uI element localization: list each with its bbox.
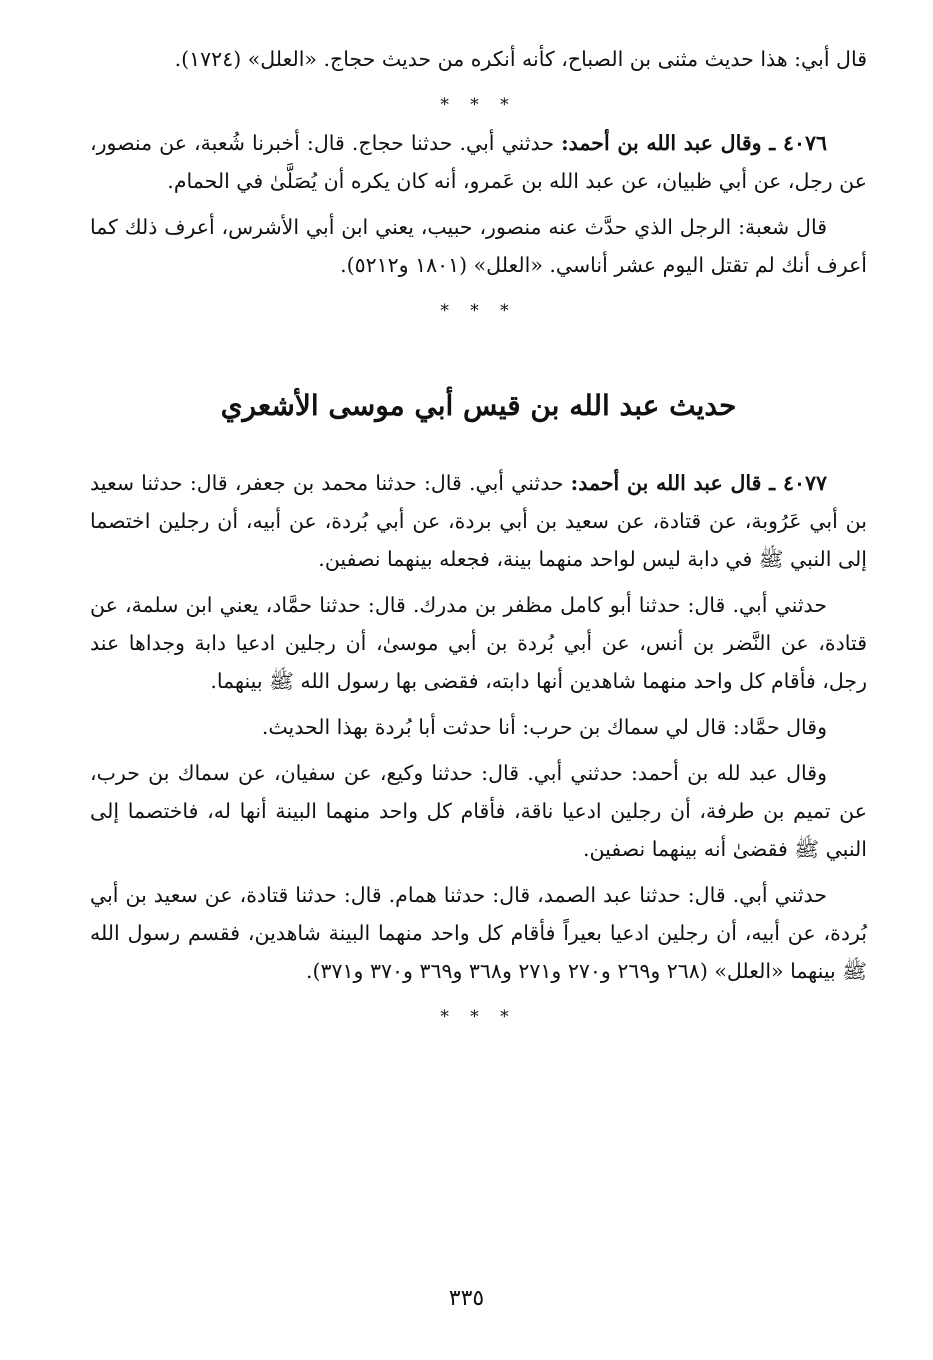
paragraph-abu-comment: قال أبي: هذا حديث مثنى بن الصباح، كأنه أنكره من حديث حجاج. «العلل» (١٧٢٤). [174, 47, 867, 71]
hadith-text: حدثني أبي. قال: حدثنا محمد بن جعفر، قال: حدثنا سعيد بن أبي عَرُوبة، عن قتادة، عن سعيد بن أبي بردة، عن أبي بُردة، عن أبيه، أن رجلين اختصما إلى النبي ﷺ في دابة ليس لواحد منهما بينة، فجعله بينهما نصفين. [90, 471, 867, 571]
paragraph-chain-waki: وقال عبد لله بن أحمد: حدثني أبي. قال: حدثنا وكيع، عن سفيان، عن سماك بن حرب، عن تميم بن طرفة، أن رجلين ادعيا ناقة، فأقام كل واحد منهما البينة أنها له، فاختصما إلى النبي ﷺ فقضىٰ أنه بينهما نصفين. [90, 761, 867, 861]
book-page [90, 40, 867, 1340]
paragraph-chain-hammad: حدثني أبي. قال: حدثنا أبو كامل مظفر بن مدرك. قال: حدثنا حمَّاد، يعني ابن سلمة، عن قتادة، عن النَّضر بن أنس، عن أبي بُردة بن أبي موسىٰ، أن رجلين ادعيا دابة وجداها عند رجل، فأقام كل واحد منهما شاهدين أنها دابته، فقضى بها رسول الله ﷺ بينهما. [90, 593, 867, 693]
paragraph-chain-abdussamad: حدثني أبي. قال: حدثنا عبد الصمد، قال: حدثنا همام. قال: حدثنا قتادة، عن سعيد بن أبي بُردة، عن أبيه، أن رجلين ادعيا بعيراً فأقام كل واحد منهما البينة شاهدين، فقسم رسول الله ﷺ بينهما «العلل» (٢٦٨ و٢٦٩ و٢٧٠ و٢٧١ و٣٦٨ و٣٦٩ و٣٧٠ و٣٧١). [90, 883, 867, 983]
hadith-4076 [90, 124, 867, 200]
hadith-number-lead: ٤٠٧٧ ـ قال عبد الله بن أحمد: [570, 471, 827, 495]
paragraph-simak-note: وقال حمَّاد: قال لي سماك بن حرب: أنا حدثت أبا بُردة بهذا الحديث. [261, 715, 827, 739]
section-separator: * * * [440, 301, 517, 321]
section-separator: * * * [440, 95, 517, 115]
page-number: ٣٣٥ [448, 1286, 485, 1311]
hadith-number-lead: ٤٠٧٦ ـ وقال عبد الله بن أحمد: [561, 131, 827, 155]
section-separator: * * * [440, 1007, 517, 1027]
section-title: حديث عبد الله بن قيس أبي موسى الأشعري [220, 389, 737, 422]
paragraph-shuba-comment: قال شعبة: الرجل الذي حدَّث عنه منصور، حبيب، يعني ابن أبي الأشرس، أعرف ذلك كما أعرف أنك لم تقتل اليوم عشر أناسي. «العلل» (١٨٠١ و٥٢١٢). [90, 215, 867, 277]
hadith-text: حدثني أبي. حدثنا حجاج. قال: أخبرنا شُعبة، عن منصور، عن رجل، عن أبي ظبيان، عن عبد الله بن عَمرو، أنه كان يكره أن يُصَلَّىٰ في الحمام. [90, 131, 867, 193]
hadith-4077 [90, 464, 867, 578]
